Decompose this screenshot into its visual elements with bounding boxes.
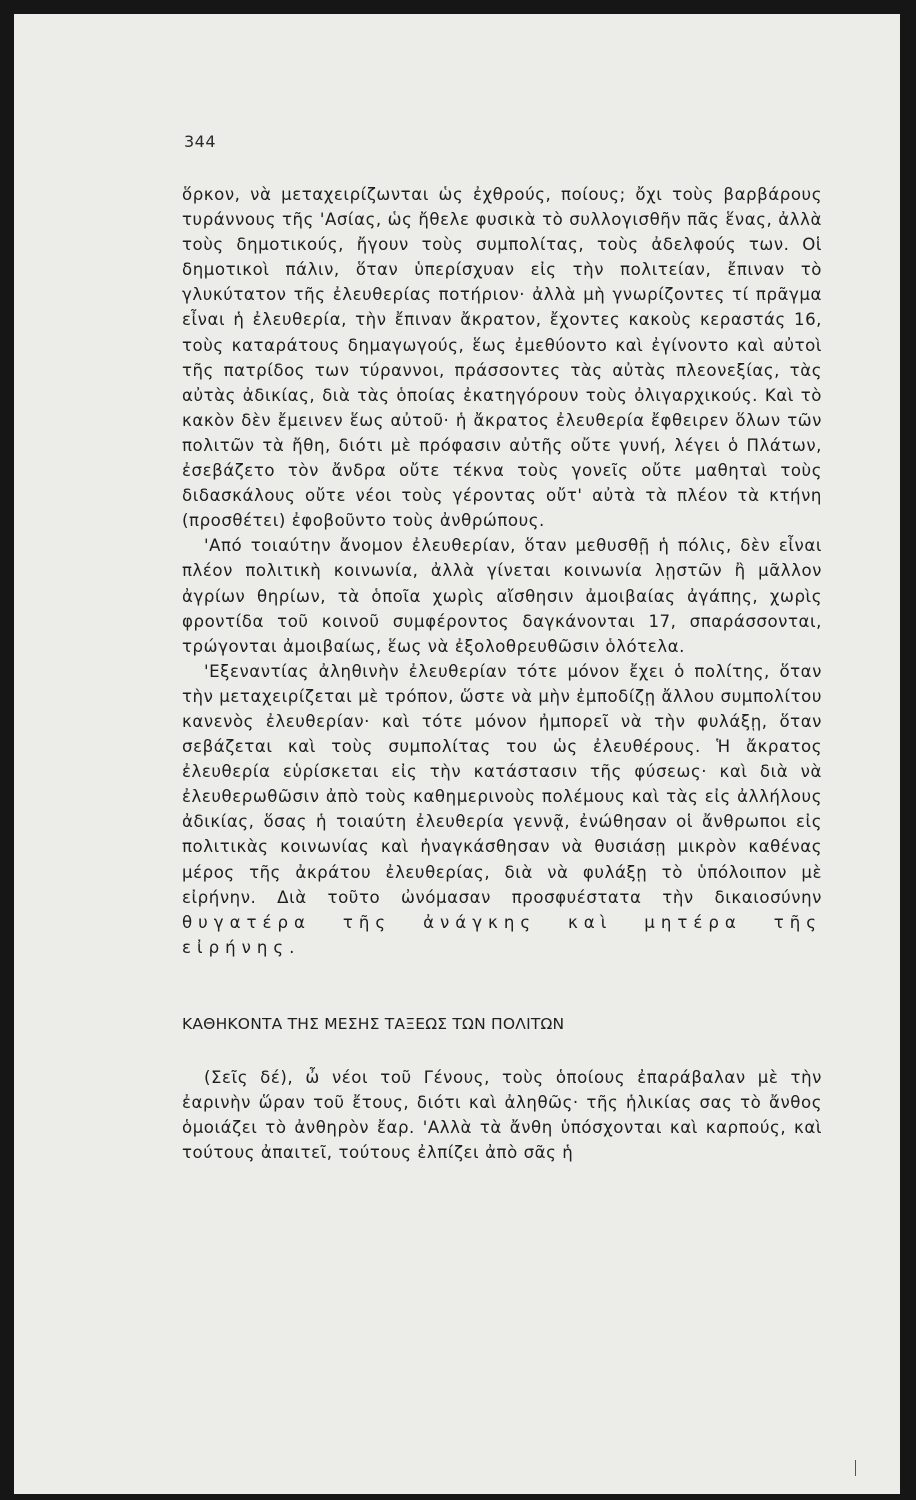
paragraph-3-text: 'Εξεναντίας ἀληθινὴν ἐλευθερίαν τότε μόνον ἔχει ὁ πολίτης, ὅταν τὴν μεταχειρίζεται μὲ τρόπον, ὥστε νὰ μὴν ἐμποδίζῃ ἄλλου συμπολίτου κανενὸς ἐλευθερίαν· καὶ τότε μόνον ἠμπορεῖ νὰ τὴν φυλάξῃ, ὅταν σεβάζεται καὶ τοὺς συμπολίτας του ὡς ἐλευθέρους. Ἡ ἄκρατος ἐλευθερία εὑρίσκεται εἰς τὴν κατάστασιν τῆς φύσεως· καὶ διὰ νὰ ἐλευθερωθῶσιν ἀπὸ τοὺς καθημερινοὺς πολέμους καὶ τὰς εἰς ἀλλήλους ἀδικίας, ὅσας ἡ τοιαύτη ἐλευθερία γεννᾷ, ἐνώθησαν οἱ ἄνθρωποι εἰς πολιτικὰς κοινωνίας καὶ ἠναγκάσθησαν νὰ θυσιάσῃ μικρὸν καθένας μέρος τῆς ἀκράτου ἐλευθερίας, διὰ νὰ φυλάξῃ τὸ ὑπόλοιπον μὲ εἰρήνην. Διὰ τοῦτο ὠνόμασαν προσφυέστατα τὴν δικαιοσύνην xyxy=(182,661,822,907)
book-page xyxy=(14,14,900,1494)
paragraph-1: ὅρκον, νὰ μεταχειρίζωνται ὡς ἐχθρούς, ποίους; ὄχι τοὺς βαρβάρους τυράννους τῆς 'Ασίας, ὡς ἤθελε φυσικὰ τὸ συλλογισθῆν πᾶς ἕνας, ἀλλὰ τοὺς δημοτικούς, ἤγουν τοὺς συμπολίτας, τοὺς ἀδελφούς των. Οἱ δημοτικοὶ πάλιν, ὅταν ὑπερίσχυαν εἰς τὴν πολιτείαν, ἔπιναν τὸ γλυκύτατον τῆς ἐλευθερίας ποτήριον· ἀλλὰ μὴ γνωρίζοντες τί πρᾶγμα εἶναι ἡ ἐλευθερία, τὴν ἔπιναν ἄκρατον, ἔχοντες κακοὺς κεραστάς 16, τοὺς καταράτους δημαγωγούς, ἕως ἐμεθύοντο καὶ ἐγίνοντο καὶ αὐτοὶ τῆς πατρίδος των τύραννοι, πράσσοντες τὰς αὐτὰς πλεονεξίας, τὰς αὐτὰς ἀδικίας, διὰ τὰς ὁποίας ἐκατηγόρουν τοὺς ὀλιγαρχικούς. Καὶ τὸ κακὸν δὲν ἔμεινεν ἕως αὐτοῦ· ἡ ἄκρατος ἐλευθερία ἔφθειρεν ὅλων τῶν πολιτῶν τὰ ἤθη, διότι μὲ πρόφασιν αὐτῆς οὔτε γυνή, λέγει ὁ Πλάτων, ἐσεβάζετο τὸν ἄνδρα οὔτε τέκνα τοὺς γονεῖς οὔτε μαθηταὶ τοὺς διδασκάλους οὔτε νέοι τοὺς γέροντας οὔτ' αὐτὰ τὰ πλέον τὰ κτήνη (προσθέτει) ἐφοβοῦντο τοὺς ἀνθρώπους. xyxy=(182,185,822,531)
paragraph-2: 'Από τοιαύτην ἄνομον ἐλευθερίαν, ὅταν μεθυσθῇ ἡ πόλις, δὲν εἶναι πλέον πολιτικὴ κοινωνία, ἀλλὰ γίνεται κοινωνία λῃστῶν ἢ μᾶλλον ἀγρίων θηρίων, τὰ ὁποῖα χωρὶς αἴσθησιν ἀμοιβαίας ἀγάπης, χωρὶς φροντίδα τοῦ κοινοῦ συμφέροντος δαγκάνονται 17, σπαράσσονται, τρώγονται ἀμοιβαίως, ἕως νὰ ἐξολοθρευθῶσιν ὁλότελα. xyxy=(182,536,822,656)
paragraph-3 xyxy=(182,659,822,960)
spaced-emphasis: θυγατέρα τῆς ἀνάγκης καὶ μητέρα τῆς εἰρήνης. xyxy=(182,912,822,957)
final-paragraph: (Σεῖς δέ), ὦ νέοι τοῦ Γένους, τοὺς ὁποίους ἐπαράβαλαν μὲ τὴν ἐαρινὴν ὥραν τοῦ ἔτους, διότι καὶ ἀληθῶς· τῆς ἡλικίας σας τὸ ἄνθος ὁμοιάζει τὸ ἀνθηρὸν ἔαρ. 'Αλλὰ τὰ ἄνθη ὑπόσχονται καὶ καρπούς, καὶ τούτους ἀπαιτεῖ, τούτους ἐλπίζει ἀπὸ σᾶς ἡ xyxy=(182,1068,822,1163)
section-heading: ΚΑΘΗΚΟΝΤΑ ΤΗΣ ΜΕΣΗΣ ΤΑΞΕΩΣ ΤΩΝ ΠΟΛΙΤΩΝ xyxy=(182,1014,565,1033)
page-number: 344 xyxy=(184,132,217,151)
body-text xyxy=(182,182,822,1165)
scan-edge-mark xyxy=(855,1460,856,1476)
